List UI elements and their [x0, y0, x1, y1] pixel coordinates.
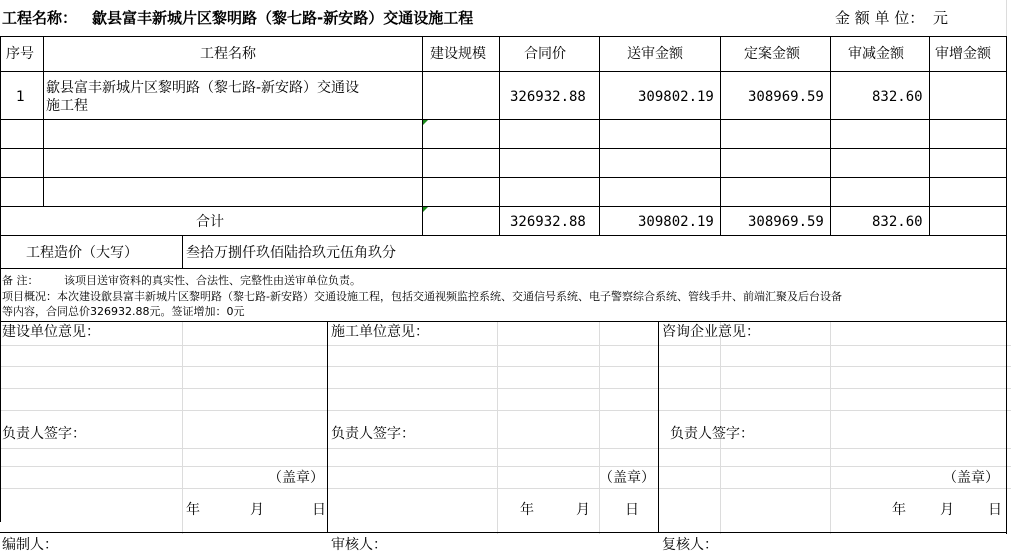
day-label: 日: [625, 502, 639, 518]
year-label: 年: [520, 502, 534, 518]
reviewer-label: 审核人：: [331, 537, 387, 553]
amount-unit-label: 金 额 单 位：: [835, 9, 925, 27]
row-reduced-amount: 832.60: [872, 89, 923, 105]
amount-unit-value: 元: [933, 9, 949, 27]
month-label: 月: [576, 502, 590, 518]
seal-label: （盖章）: [268, 470, 324, 486]
col-header-reduced-amount: 审减金额: [848, 46, 904, 62]
total-submitted-amount: 309802.19: [638, 214, 714, 230]
col-header-final-amount: 定案金额: [744, 46, 800, 62]
month-label: 月: [250, 502, 264, 518]
year-label: 年: [892, 502, 906, 518]
seal-label: （盖章）: [599, 470, 655, 486]
col-header-contract-price: 合同价: [524, 46, 566, 62]
cell-marker-icon: [423, 120, 428, 125]
seal-label: （盖章）: [943, 470, 999, 486]
day-label: 日: [312, 502, 326, 518]
row-final-amount: 308969.59: [748, 89, 824, 105]
row-no: 1: [16, 89, 25, 105]
construction-unit-opinion-label: 建设单位意见：: [2, 324, 100, 340]
contractor-unit-opinion-label: 施工单位意见：: [331, 324, 429, 340]
cost-words-label: 工程造价（大写）: [26, 245, 138, 261]
signature-label: 负责人签字：: [2, 426, 86, 442]
row-name-line1: 歙县富丰新城片区黎明路（黎七路-新安路）交通设: [46, 80, 360, 96]
row-name-line2: 施工程: [46, 98, 88, 114]
overview-line1: 项目概况：本次建设歙县富丰新城片区黎明路（黎七路-新安路）交通设施工程，包括交通视频监控系统、交通信号系统、电子警察综合系统、管线手井、前端汇聚及后台设备: [2, 290, 842, 303]
col-header-name: 工程名称: [200, 46, 256, 62]
signature-label: 负责人签字：: [670, 426, 754, 442]
cost-words-value: 叁拾万捌仟玖佰陆拾玖元伍角玖分: [186, 245, 396, 261]
day-label: 日: [988, 502, 1002, 518]
rechecker-label: 复核人：: [662, 537, 718, 553]
project-name-title: 歙县富丰新城片区黎明路（黎七路-新安路）交通设施工程: [92, 9, 474, 27]
row-contract-price: 326932.88: [510, 89, 586, 105]
total-final-amount: 308969.59: [748, 214, 824, 230]
compiler-label: 编制人：: [2, 537, 58, 553]
col-header-scale: 建设规模: [430, 46, 486, 62]
total-contract-price: 326932.88: [510, 214, 586, 230]
overview-line2: 等内容，合同总价326932.88元。签证增加：0元: [2, 305, 245, 318]
col-header-increased-amount: 审增金额: [935, 46, 991, 62]
row-submitted-amount: 309802.19: [638, 89, 714, 105]
col-header-submitted-amount: 送审金额: [627, 46, 683, 62]
signature-label: 负责人签字：: [331, 426, 415, 442]
remark-text: 该项目送审资料的真实性、合法性、完整性由送审单位负责。: [64, 274, 361, 287]
total-reduced-amount: 832.60: [872, 214, 923, 230]
col-header-no: 序号: [6, 46, 34, 62]
project-name-label: 工程名称：: [2, 9, 78, 27]
total-label: 合计: [196, 214, 224, 230]
remark-label: 备 注：: [2, 274, 39, 287]
year-label: 年: [186, 502, 200, 518]
consulting-firm-opinion-label: 咨询企业意见：: [662, 324, 760, 340]
month-label: 月: [940, 502, 954, 518]
cell-marker-icon: [423, 207, 428, 212]
